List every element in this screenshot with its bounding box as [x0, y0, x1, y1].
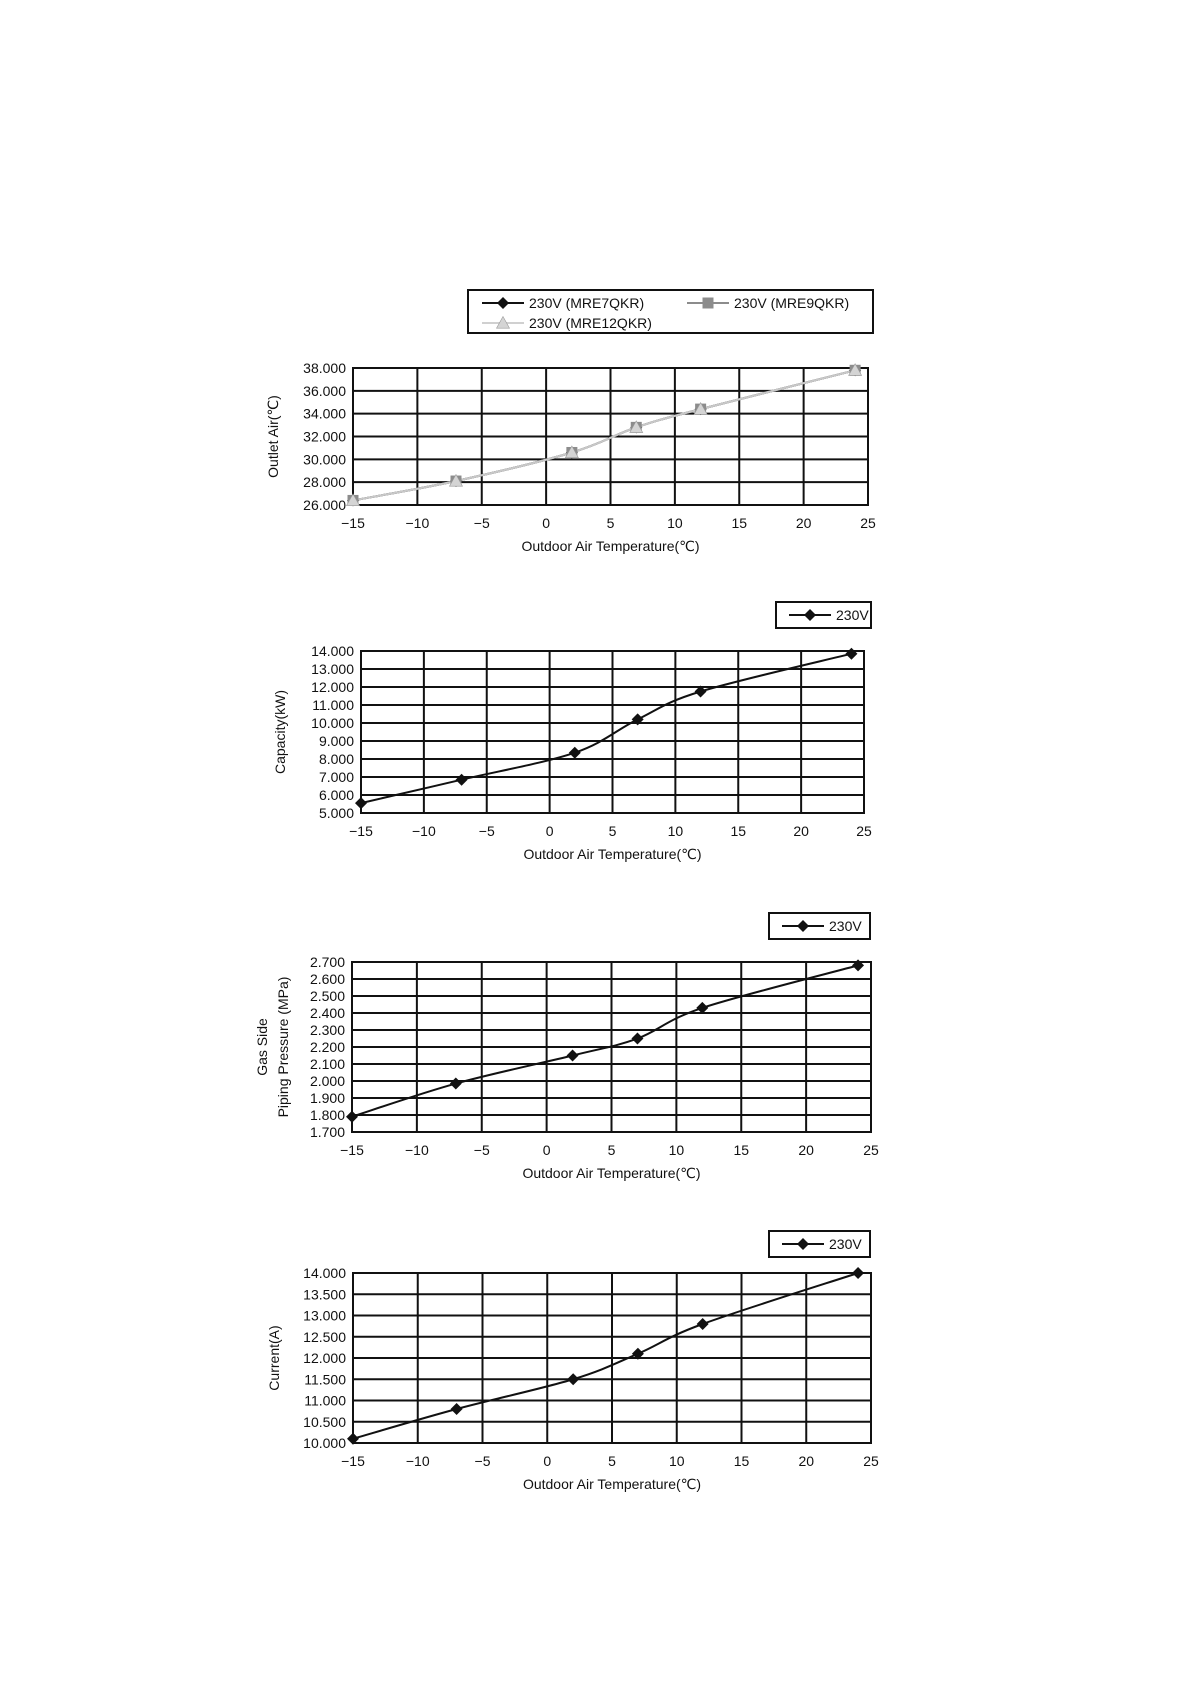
- y-tick-label: 11.000: [312, 697, 354, 713]
- chart-2: [272, 602, 872, 862]
- x-tick-label: 10: [667, 823, 684, 839]
- data-point-series-1: [569, 747, 581, 759]
- x-tick-label: 10: [668, 1453, 685, 1469]
- x-tick-label: 0: [545, 823, 554, 839]
- x-tick-label: 20: [798, 1453, 815, 1469]
- legend-label-series-1: 230V: [829, 918, 862, 934]
- x-tick-label: 5: [606, 515, 615, 531]
- y-tick-label: 2.200: [309, 1039, 345, 1055]
- x-axis-title: Outdoor Air Temperature(℃): [522, 1165, 701, 1181]
- chart-4: [266, 1231, 879, 1492]
- chart-3: [254, 913, 879, 1181]
- x-tick-label: −5: [473, 515, 490, 531]
- legend-label-series-1: 230V: [829, 1236, 862, 1252]
- x-tick-label: −10: [412, 823, 436, 839]
- data-point-series-1: [852, 1267, 864, 1279]
- chart-1: [265, 290, 876, 554]
- y-tick-label: 30.000: [303, 451, 346, 468]
- y-tick-label: 12.000: [311, 679, 354, 695]
- x-tick-label: 15: [731, 515, 748, 531]
- y-tick-label: 11.500: [304, 1371, 346, 1388]
- data-point-series-1: [567, 1373, 579, 1385]
- x-tick-label: 10: [667, 515, 683, 531]
- y-tick-label: 2.300: [309, 1022, 345, 1038]
- y-tick-label: 13.000: [303, 1307, 346, 1324]
- y-tick-label: 34.000: [303, 405, 346, 422]
- y-tick-label: 38.000: [303, 360, 346, 376]
- data-point-series-1: [450, 1078, 462, 1090]
- x-tick-label: −10: [405, 1453, 430, 1469]
- y-tick-label: 13.000: [311, 661, 354, 677]
- y-tick-label: 10.000: [303, 1435, 346, 1451]
- y-tick-label: 2.500: [309, 988, 345, 1004]
- y-tick-label: 1.800: [309, 1107, 345, 1123]
- data-point-series-1: [456, 774, 468, 786]
- x-tick-label: −5: [474, 1453, 491, 1469]
- x-tick-label: 25: [860, 515, 876, 531]
- series-line-1: [352, 965, 858, 1116]
- y-axis-title: Piping Pressure (MPa): [275, 976, 291, 1118]
- x-tick-label: −5: [478, 823, 495, 839]
- y-tick-label: 8.000: [318, 751, 354, 767]
- y-tick-label: 14.000: [311, 643, 354, 659]
- data-point-series-1: [845, 648, 857, 660]
- x-tick-label: 20: [795, 515, 812, 531]
- x-tick-label: 5: [607, 1142, 616, 1158]
- y-axis-title: Current(A): [266, 1325, 282, 1391]
- x-tick-label: 25: [856, 823, 872, 839]
- x-tick-label: 0: [542, 1142, 551, 1158]
- data-point-series-1: [346, 1111, 358, 1123]
- y-tick-label: 2.000: [309, 1073, 345, 1089]
- x-tick-label: 0: [543, 1453, 552, 1469]
- y-tick-label: 7.000: [318, 769, 354, 785]
- x-tick-label: −10: [405, 1142, 429, 1158]
- y-tick-label: 2.600: [309, 971, 345, 987]
- x-tick-label: −15: [341, 515, 365, 531]
- y-tick-label: 2.400: [309, 1005, 345, 1021]
- series-line-1: [353, 1273, 858, 1439]
- x-axis-title: Outdoor Air Temperature(℃): [523, 846, 702, 862]
- legend-label-series-3: 230V (MRE12QKR): [529, 315, 652, 331]
- y-tick-label: 36.000: [303, 382, 346, 399]
- data-point-series-1: [697, 1318, 709, 1330]
- y-axis-title: Capacity(kW): [272, 689, 288, 775]
- y-axis-title: Outlet Air(℃): [265, 395, 281, 478]
- y-tick-label: 5.000: [318, 805, 354, 821]
- x-tick-label: 5: [608, 823, 617, 839]
- y-tick-label: 1.900: [309, 1090, 345, 1106]
- data-point-series-1: [451, 1403, 463, 1415]
- y-tick-label: 11.000: [304, 1392, 346, 1409]
- x-axis-title: Outdoor Air Temperature(℃): [522, 1476, 702, 1492]
- legend-label-series-1: 230V (MRE7QKR): [529, 295, 645, 311]
- x-tick-label: 20: [798, 1142, 814, 1158]
- x-tick-label: 25: [863, 1142, 879, 1158]
- y-tick-label: 1.700: [309, 1124, 345, 1140]
- y-tick-label: 12.500: [303, 1328, 346, 1345]
- x-tick-label: −15: [341, 1453, 365, 1469]
- x-tick-label: 10: [668, 1142, 685, 1158]
- y-tick-label: 10.500: [303, 1413, 346, 1430]
- data-point-series-1: [355, 797, 367, 809]
- x-tick-label: 15: [730, 823, 747, 839]
- y-tick-label: 9.000: [318, 733, 354, 749]
- x-tick-label: 25: [863, 1453, 879, 1469]
- y-tick-label: 28.000: [303, 474, 346, 491]
- y-tick-label: 10.000: [311, 715, 354, 731]
- y-axis-title-line-1: Gas Side: [254, 1018, 270, 1076]
- x-tick-label: 15: [733, 1142, 750, 1158]
- series-line-3: [353, 370, 855, 500]
- data-point-series-1: [567, 1050, 579, 1062]
- x-tick-label: 20: [793, 823, 809, 839]
- y-tick-label: 32.000: [303, 428, 346, 445]
- x-tick-label: −5: [473, 1142, 490, 1158]
- series-line-1: [361, 654, 851, 803]
- legend-marker-series-2: [703, 298, 714, 309]
- x-tick-label: −10: [405, 515, 430, 531]
- x-tick-label: 0: [542, 515, 551, 531]
- x-axis-title: Outdoor Air Temperature(℃): [521, 538, 700, 554]
- legend-label-series-2: 230V (MRE9QKR): [734, 295, 850, 311]
- legend-label-series-1: 230V: [836, 607, 869, 623]
- data-point-series-1: [631, 1033, 643, 1045]
- y-tick-label: 2.100: [309, 1056, 345, 1072]
- y-tick-label: 13.500: [303, 1286, 346, 1303]
- x-tick-label: 15: [733, 1453, 750, 1469]
- y-tick-label: 2.700: [309, 954, 345, 970]
- y-tick-label: 6.000: [318, 787, 354, 803]
- y-tick-label: 14.000: [303, 1265, 346, 1281]
- x-tick-label: −15: [349, 823, 373, 839]
- x-tick-label: 5: [608, 1453, 616, 1469]
- x-tick-label: −15: [340, 1142, 364, 1158]
- y-tick-label: 26.000: [303, 497, 346, 513]
- y-tick-label: 12.000: [303, 1350, 346, 1366]
